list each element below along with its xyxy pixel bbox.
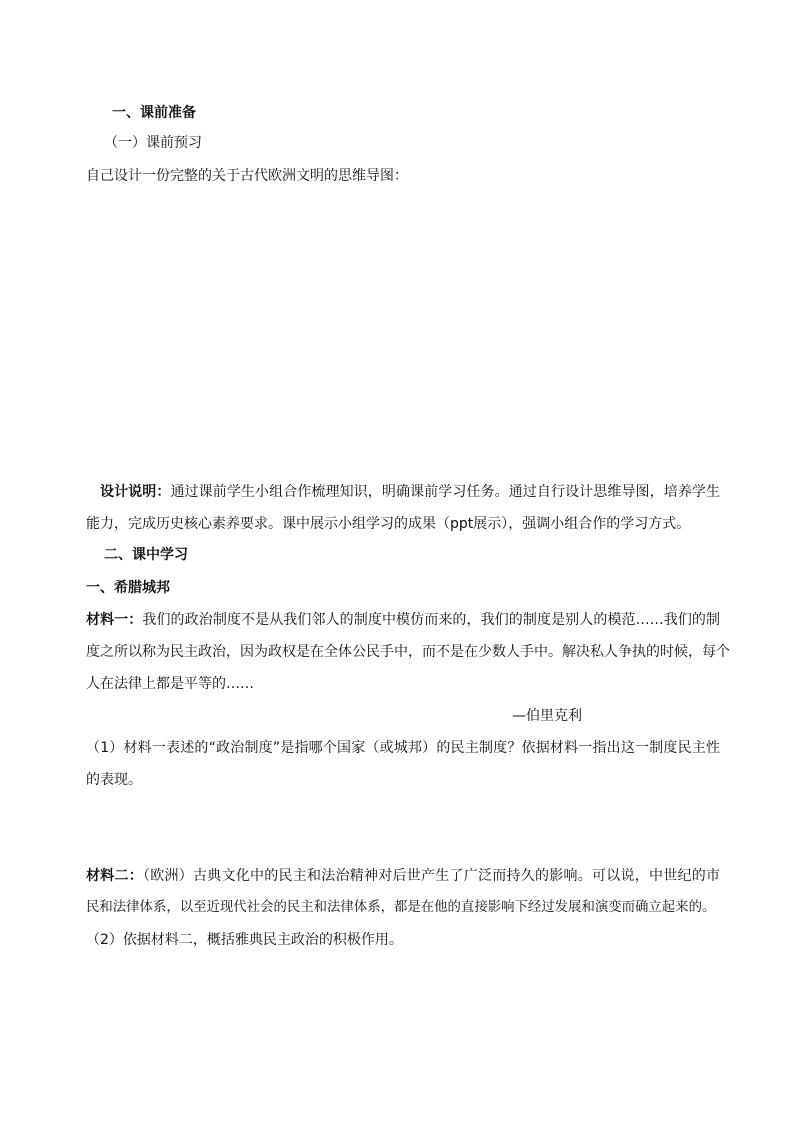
prep-heading: 一、课前准备 [112,105,196,121]
prep-sub-heading: （一）课前预习 [104,135,202,151]
study-heading: 二、课中学习 [104,547,188,563]
mind-map-blank-area [86,195,720,475]
design-note-label: 设计说明： [100,484,171,500]
section-greek-city-states: 一、希腊城邦 [86,580,170,596]
material-1-attribution: —伯里克利 [512,708,582,724]
design-note [86,482,720,534]
answer-blank-area-1 [86,795,720,855]
material-1-line-1: 材料一：我们的政治制度不是从我们邻人的制度中模仿而来的，我们的制度是别人的模范……我们的制 [86,612,721,628]
question-1-line-1: （1）材料一表述的“政治制度”是指哪个国家（或城邦）的民主制度？依据材料一指出这一制度民主性 [86,740,720,756]
question-1 [86,738,720,790]
material-2-label: 材料二： [86,868,143,884]
question-1-line-2: 的表现。 [86,772,142,788]
design-note-line-2: 能力，完成历史核心素养要求。课中展示小组学习的成果（ppt展示），强调小组合作的学习方式。 [86,516,691,532]
material-2-line-2: 民和法律体系，以至近现代社会的民主和法律体系，都是在他的直接影响下经过发展和演变而确立起来的。 [86,900,716,915]
material-2-line-1: 材料二：（欧洲）古典文化中的民主和法治精神对后世产生了广泛而持久的影响。可以说，中世纪的市 [86,868,720,884]
question-2: （2）依据材料二，概括雅典民主政治的积极作用。 [86,932,403,948]
material-1-label: 材料一： [86,612,143,628]
material-2 [86,866,720,918]
prep-task: 自己设计一份完整的关于古代欧洲文明的思维导图： [86,168,408,184]
design-note-line-1: 设计说明：通过课前学生小组合作梳理知识，明确课前学习任务。通过自行设计思维导图，培养学生 [100,484,721,500]
material-1 [86,610,730,694]
material-1-line-3: 人在法律上都是平等的…… [86,676,254,692]
material-1-line-2: 度之所以称为民主政治，因为政权是在全体公民手中，而不是在少数人手中。解决私人争执的时候，每个 [86,644,730,660]
